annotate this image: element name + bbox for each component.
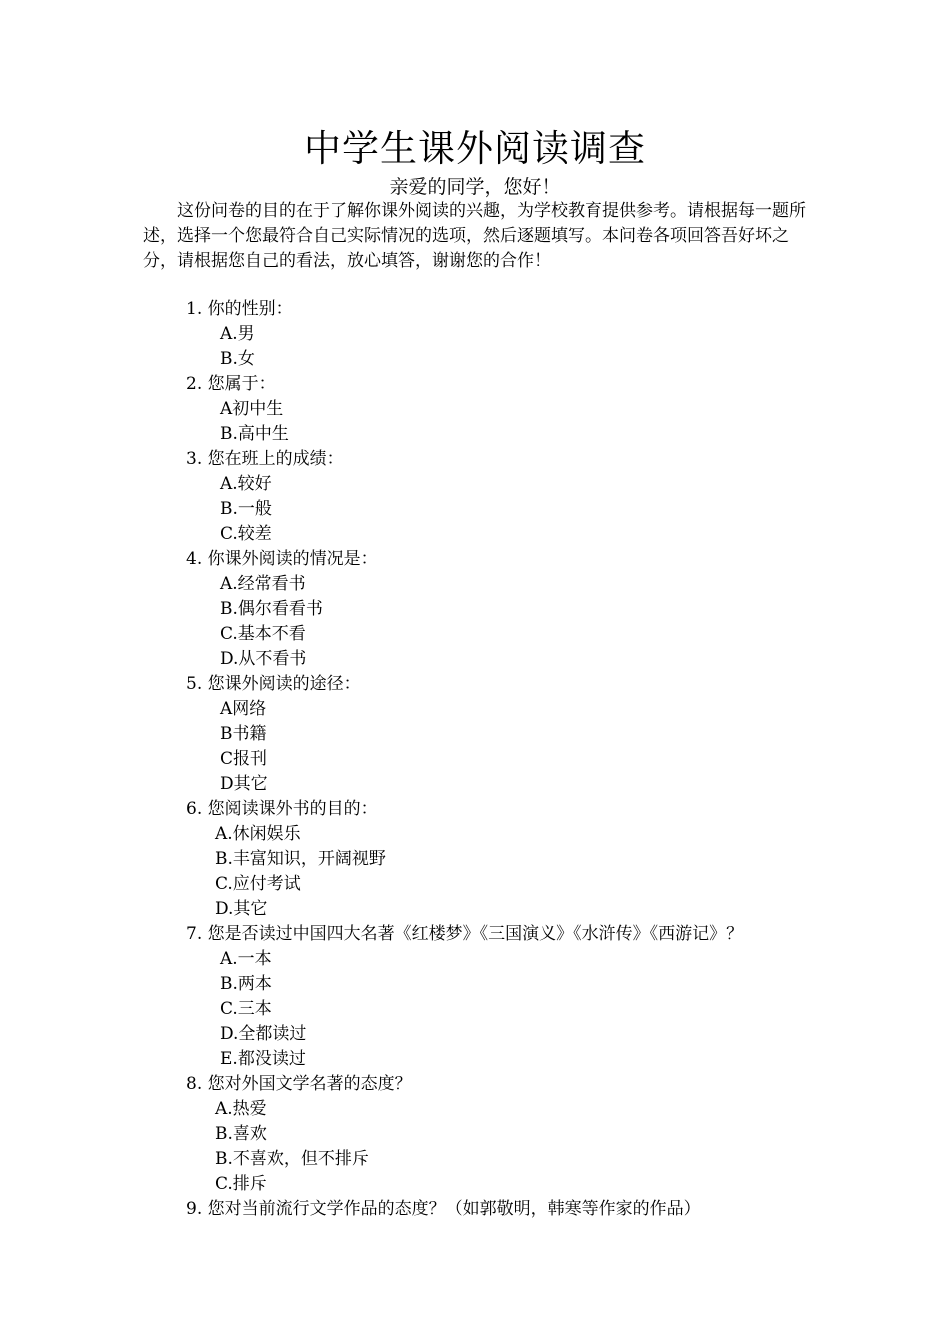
greeting-line: 亲爱的同学，您好！ — [389, 176, 561, 198]
option-item: C.应付考试 — [215, 874, 301, 894]
option-list — [186, 697, 846, 797]
question-6 — [186, 797, 846, 922]
option-item: D其它 — [220, 774, 268, 794]
option-list — [186, 947, 846, 1072]
question-text: 2. 您属于： — [186, 374, 276, 394]
option-item: C.排斥 — [215, 1174, 267, 1194]
question-1 — [186, 297, 846, 372]
option-item: C报刊 — [220, 749, 268, 769]
option-item: C.三本 — [220, 999, 272, 1019]
question-8 — [186, 1072, 846, 1197]
question-5 — [186, 672, 846, 797]
option-item: E.都没读过 — [220, 1049, 306, 1069]
question-3 — [186, 447, 846, 547]
document-title: 中学生课外阅读调查 — [304, 127, 646, 170]
question-text: 5. 您课外阅读的途径： — [186, 674, 361, 694]
option-list — [186, 322, 846, 372]
question-text: 8. 您对外国文学名著的态度？ — [186, 1074, 412, 1094]
option-item: B.高中生 — [220, 424, 289, 444]
question-text: 3. 您在班上的成绩： — [186, 449, 344, 469]
question-text: 7. 您是否读过中国四大名著《红楼梦》《三国演义》《水浒传》《西游记》？ — [186, 924, 744, 944]
option-list — [186, 822, 846, 922]
intro-paragraph: 这份问卷的目的在于了解你课外阅读的兴趣，为学校教育提供参考。请根据每一题所述，选择一个您最符合自己实际情况的选项，然后逐题填写。本问卷各项回答吾好坏之分，请根据您自己的看法，放心填答，谢谢您的合作！ — [143, 201, 806, 271]
option-list — [186, 1097, 846, 1197]
question-9 — [186, 1197, 846, 1222]
question-text: 6. 您阅读课外书的目的： — [186, 799, 378, 819]
question-list — [186, 297, 846, 1222]
option-item: D.其它 — [215, 899, 268, 919]
question-text: 4. 你课外阅读的情况是： — [186, 549, 378, 569]
question-text: 1. 你的性别： — [186, 299, 293, 319]
option-item: A.休闲娱乐 — [215, 824, 301, 844]
question-4 — [186, 547, 846, 672]
option-item: B.一般 — [220, 499, 272, 519]
option-item: B.丰富知识，开阔视野 — [215, 849, 386, 869]
question-2 — [186, 372, 846, 447]
option-item: A.男 — [220, 324, 255, 344]
option-item: B.两本 — [220, 974, 272, 994]
question-text: 9. 您对当前流行文学作品的态度？（如郭敬明，韩寒等作家的作品） — [186, 1199, 701, 1219]
option-item: B.偶尔看看书 — [220, 599, 323, 619]
option-item: B.不喜欢，但不排斥 — [215, 1149, 369, 1169]
option-item: A网络 — [220, 699, 267, 719]
option-item: B书籍 — [220, 724, 267, 744]
option-item: A.经常看书 — [220, 574, 306, 594]
option-item: A初中生 — [220, 399, 284, 419]
option-item: D.从不看书 — [220, 649, 307, 669]
question-7 — [186, 922, 846, 1072]
option-list — [186, 572, 846, 672]
option-list — [186, 397, 846, 447]
option-item: D.全都读过 — [220, 1024, 307, 1044]
option-item: B.喜欢 — [215, 1124, 267, 1144]
option-item: A.较好 — [220, 474, 272, 494]
option-item: C.基本不看 — [220, 624, 306, 644]
option-list — [186, 472, 846, 547]
option-item: B.女 — [220, 349, 255, 369]
option-item: C.较差 — [220, 524, 272, 544]
option-item: A.一本 — [220, 949, 272, 969]
option-item: A.热爱 — [215, 1099, 267, 1119]
